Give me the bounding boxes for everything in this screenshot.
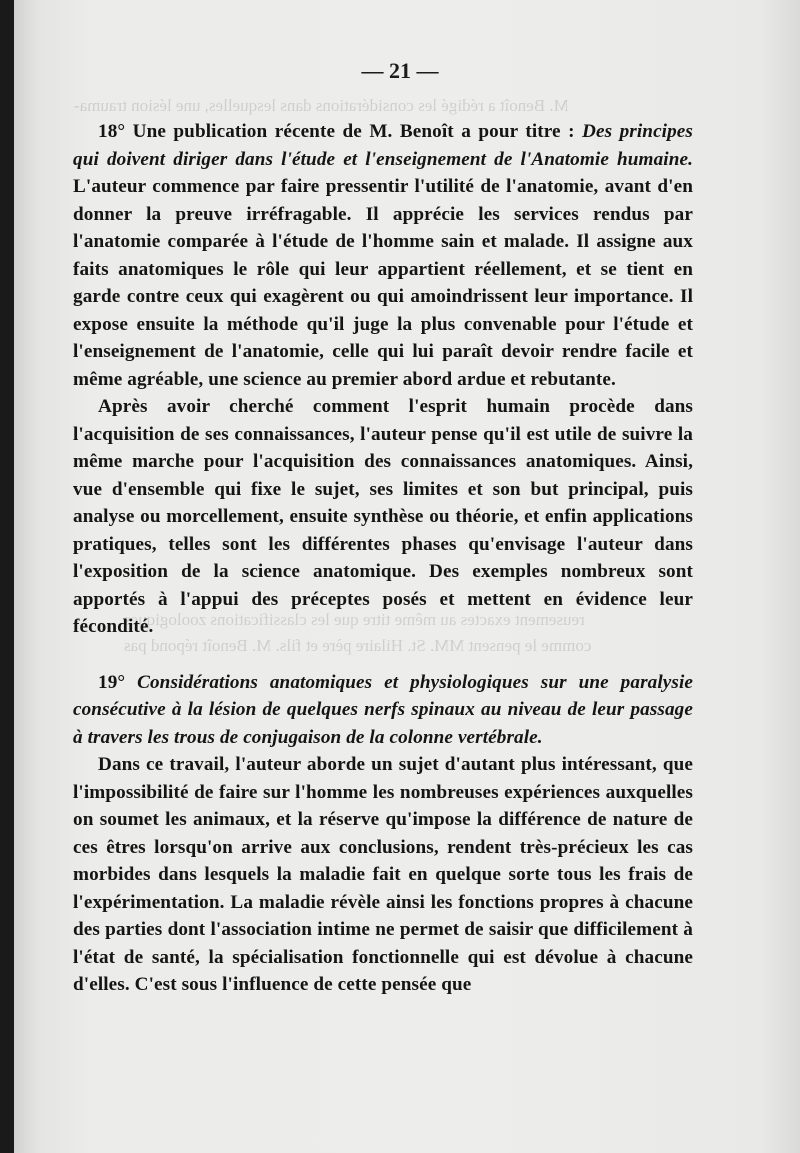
- bleed-through-text: comme le pensent MM. St. Hilaire père et fils. M. Benoît répond pas: [124, 636, 592, 655]
- body-text: [73, 118, 693, 999]
- bleed-through-text: reusement exactes au même titre que les classifications zoologiques: [124, 610, 585, 629]
- bleed-through-text: M. Benoît a rédigé les considérations dans lesquelles, une lésion trauma-: [74, 96, 569, 115]
- item-18-lead: 18° Une publication récente de M. Benoît a pour titre :: [98, 121, 583, 142]
- item-18-title: Des principes qui doivent diriger dans l'étude et l'enseignement de l'Anatomie humaine.: [73, 121, 693, 170]
- paragraph-19: [73, 669, 693, 752]
- page-number: — 21 —: [361, 58, 439, 83]
- item-19-lead: 19°: [98, 671, 138, 693]
- item-18-body: L'auteur commence par faire pressentir l'utilité de l'anatomie, avant d'en donner la preuve irréfragable. Il apprécie les services rendus par l'anatomie comparée à l'étude de l'homme sain et malade. Il assigne aux faits anatomiques le rôle qui leur appartient réellement, et se tient en garde contre ceux qui exagèrent ou qui amoindrissent leur importance. Il expose ensuite la méthode qu'il juge la plus convenable pour l'étude et l'enseignement de l'anatomie, celle qui lui paraît devoir rendre facile et même agréable, une science au premier abord ardue et rebutante.: [73, 176, 693, 390]
- paragraph-18: [73, 118, 693, 393]
- paragraph-work: Dans ce travail, l'auteur aborde un sujet d'autant plus intéressant, que l'impossibilité de faire sur l'homme les nombreuses expériences auxquelles on soumet les animaux, et la réserve qu'impose la différence de nature de ces êtres lorsqu'on arrive aux conclusions, rendent très-précieux les cas morbides dans lesquels la maladie fait en quelque sorte tous les frais de l'expérimentation. La maladie révèle ainsi les fonctions propres à chacune des parties dont l'association intime ne permet de saisir que difficilement à l'état de santé, la spécialisation fonctionnelle qui est dévolue à chacune d'elles. C'est sous l'influence de cette pensée que: [73, 754, 693, 995]
- paragraph-method: Après avoir cherché comment l'esprit humain procède dans l'acquisition de ses connaissances, l'auteur pense qu'il est utile de suivre la même marche pour l'acquisition des connaissances anatomiques. Ainsi, vue d'ensemble qui fixe le sujet, ses limites et son but principal, puis analyse ou morcellement, ensuite synthèse ou théorie, et enfin applications pratiques, telles sont les différentes phases qu'envisage l'auteur dans l'exposition de la science anatomique. Des exemples nombreux sont apportés à l'appui des préceptes posés et mettent en évidence leur fécondité.: [73, 396, 693, 637]
- item-19-title: Considérations anatomiques et physiologiques sur une paralysie consécutive à la lésion de quelques nerfs spinaux au niveau de leur passage à travers les trous de conjugaison de la colonne vertébrale.: [73, 671, 693, 748]
